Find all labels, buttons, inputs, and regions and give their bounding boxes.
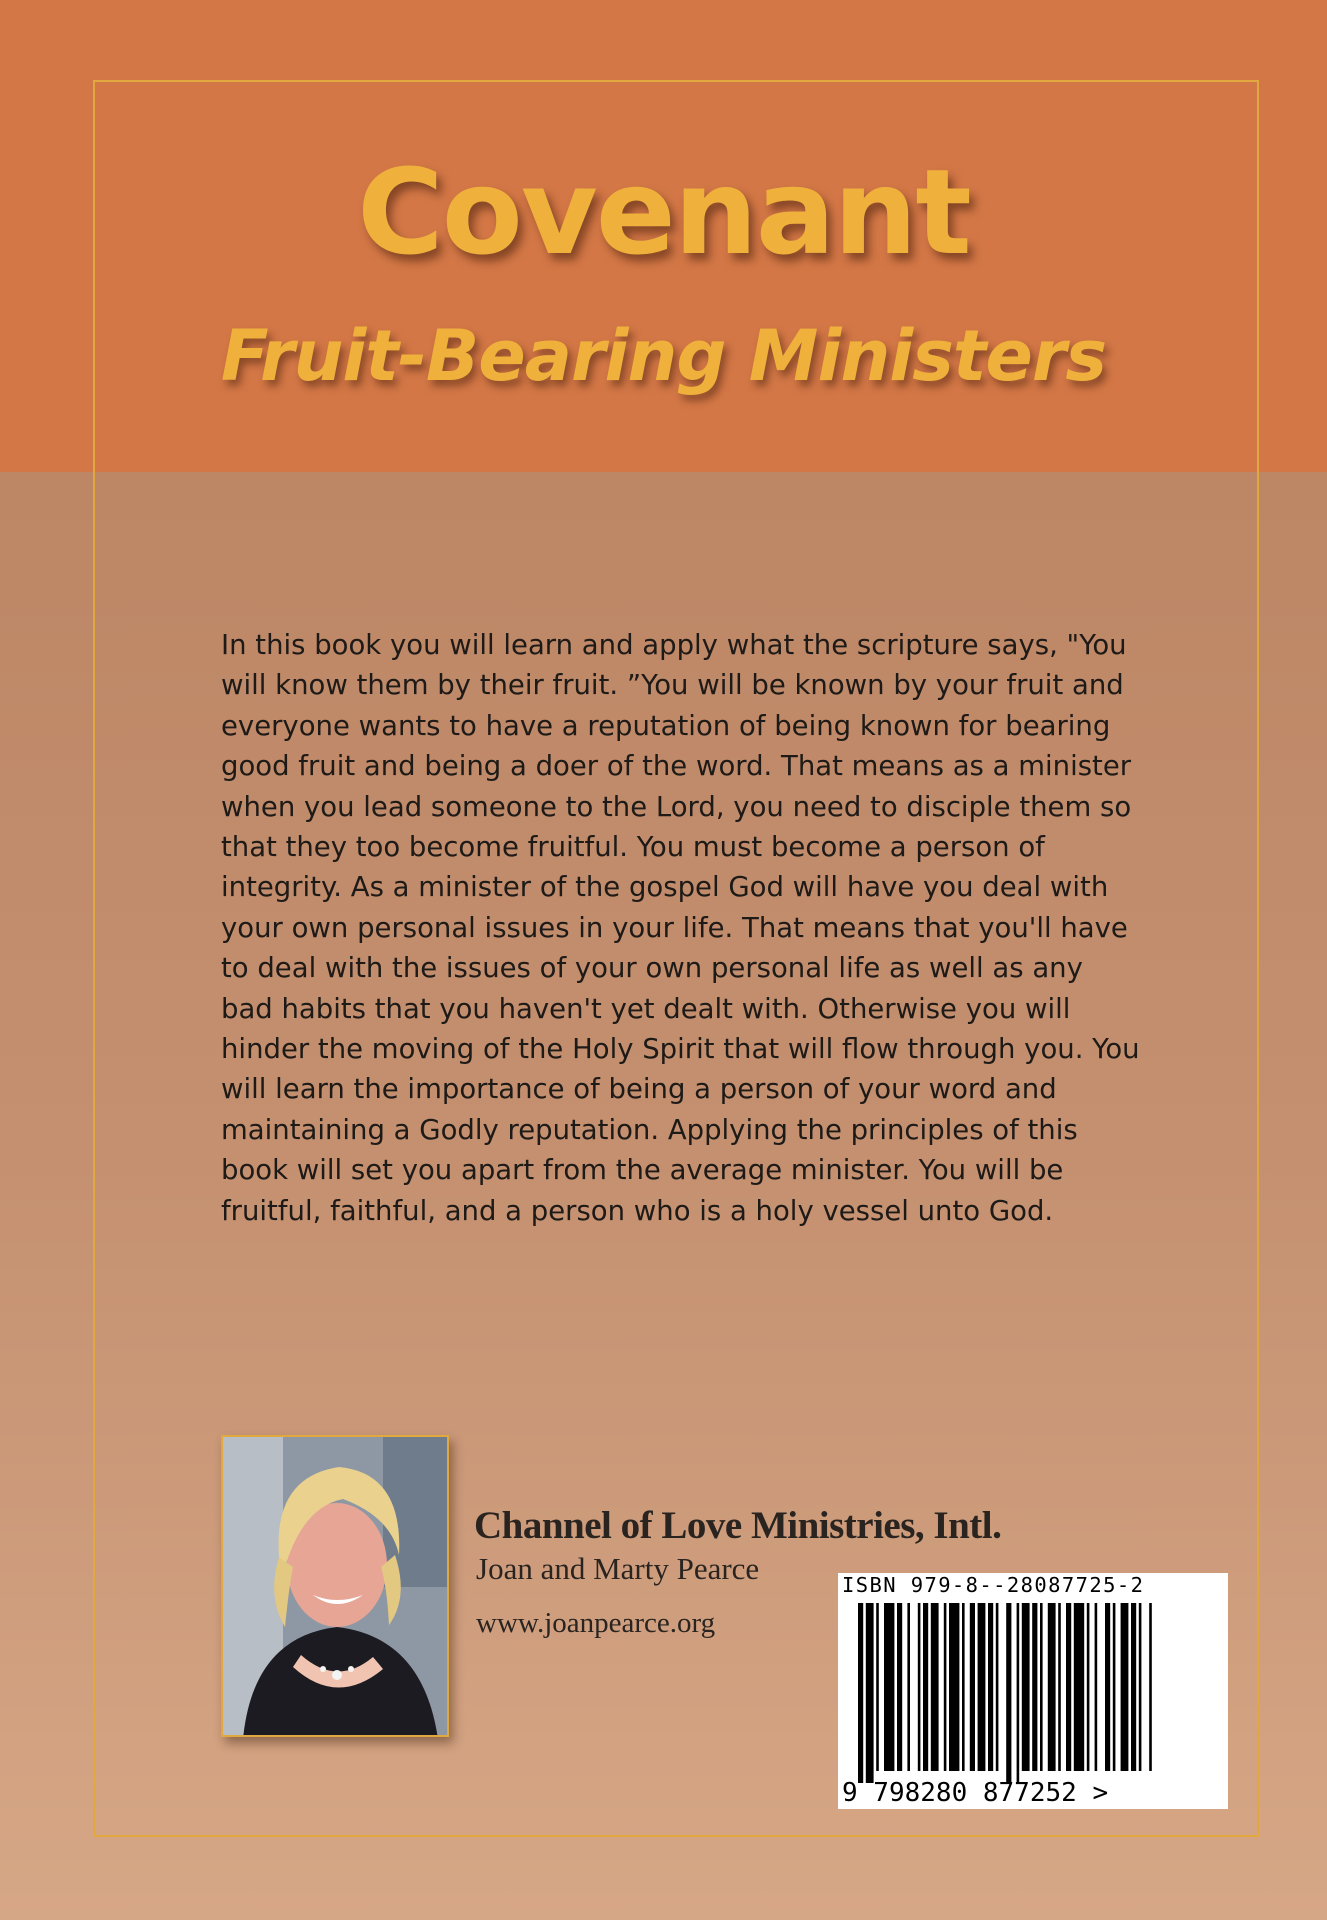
barcode-bar xyxy=(866,1603,874,1783)
book-subtitle: Fruit-Bearing Ministers xyxy=(220,315,1107,397)
barcode-bar xyxy=(931,1603,939,1771)
barcode-bar xyxy=(923,1603,928,1771)
isbn-label: ISBN 979-8--28087725-2 xyxy=(842,1573,1145,1597)
barcode-bar xyxy=(1087,1603,1090,1771)
barcode-bars xyxy=(838,1573,1228,1809)
author-names: Joan and Marty Pearce xyxy=(476,1551,760,1586)
barcode-bar xyxy=(996,1603,999,1771)
barcode-bar xyxy=(897,1603,902,1771)
barcode-bar xyxy=(1022,1603,1030,1771)
back-cover-blurb: In this book you will learn and apply what the scripture says, "You will know them by their fruit. ”You will be known by your fruit and everyone wants to have a reputation of being known for bearing good fruit and being a doer of the word. That means as a minister when you lead someone to the Lord, you need to disciple them so that they too become fruitful. You must become a person of integrity. As a minister of the gospel God will have you deal with your own personal issues in your life. That means that you'll have to deal with the issues of your own personal life as well as any bad habits that you haven't yet dealt with. Otherwise you will hinder the moving of the Holy Spirit that will flow through you. You will learn the importance of being a person of your word and maintaining a Godly reputation. Applying the principles of this book will set you apart from the average minister. You will be fruitful, faithful, and a person who is a holy vessel unto God. xyxy=(221,629,1140,1227)
barcode-bar xyxy=(1113,1603,1116,1771)
barcode-bar xyxy=(949,1603,959,1771)
barcode-bar xyxy=(1105,1603,1110,1771)
barcode-bar xyxy=(978,1603,986,1771)
isbn-barcode xyxy=(838,1573,1228,1809)
barcode-bar xyxy=(1048,1603,1056,1771)
barcode-bar xyxy=(1032,1603,1037,1771)
barcode-bar xyxy=(1058,1603,1061,1771)
barcode-bar xyxy=(1121,1603,1129,1771)
barcode-bar xyxy=(907,1603,910,1771)
barcode-bar xyxy=(876,1603,879,1771)
barcode-bar xyxy=(918,1603,921,1771)
book-title: Covenant xyxy=(357,143,970,281)
barcode-bar xyxy=(1149,1603,1152,1771)
barcode-digits: 9 798280 877252 > xyxy=(842,1778,1109,1808)
barcode-bar xyxy=(1095,1603,1098,1771)
barcode-bar xyxy=(1017,1603,1020,1783)
barcode-bar xyxy=(1139,1603,1142,1771)
barcode-bar xyxy=(1006,1603,1011,1783)
publisher-website: www.joanpearce.org xyxy=(476,1607,716,1639)
publisher-organization: Channel of Love Ministries, Intl. xyxy=(474,1504,1002,1547)
barcode-bar xyxy=(1066,1603,1071,1771)
barcode-bar xyxy=(884,1603,894,1771)
barcode-bar xyxy=(858,1603,863,1783)
barcode-bar xyxy=(1040,1603,1043,1771)
barcode-bar xyxy=(1131,1603,1136,1771)
barcode-bar xyxy=(1074,1603,1084,1771)
barcode-bar xyxy=(962,1603,965,1771)
author-photo xyxy=(221,1435,449,1737)
barcode-bar xyxy=(944,1603,947,1771)
barcode-bar xyxy=(970,1603,975,1771)
barcode-bar xyxy=(988,1603,993,1771)
